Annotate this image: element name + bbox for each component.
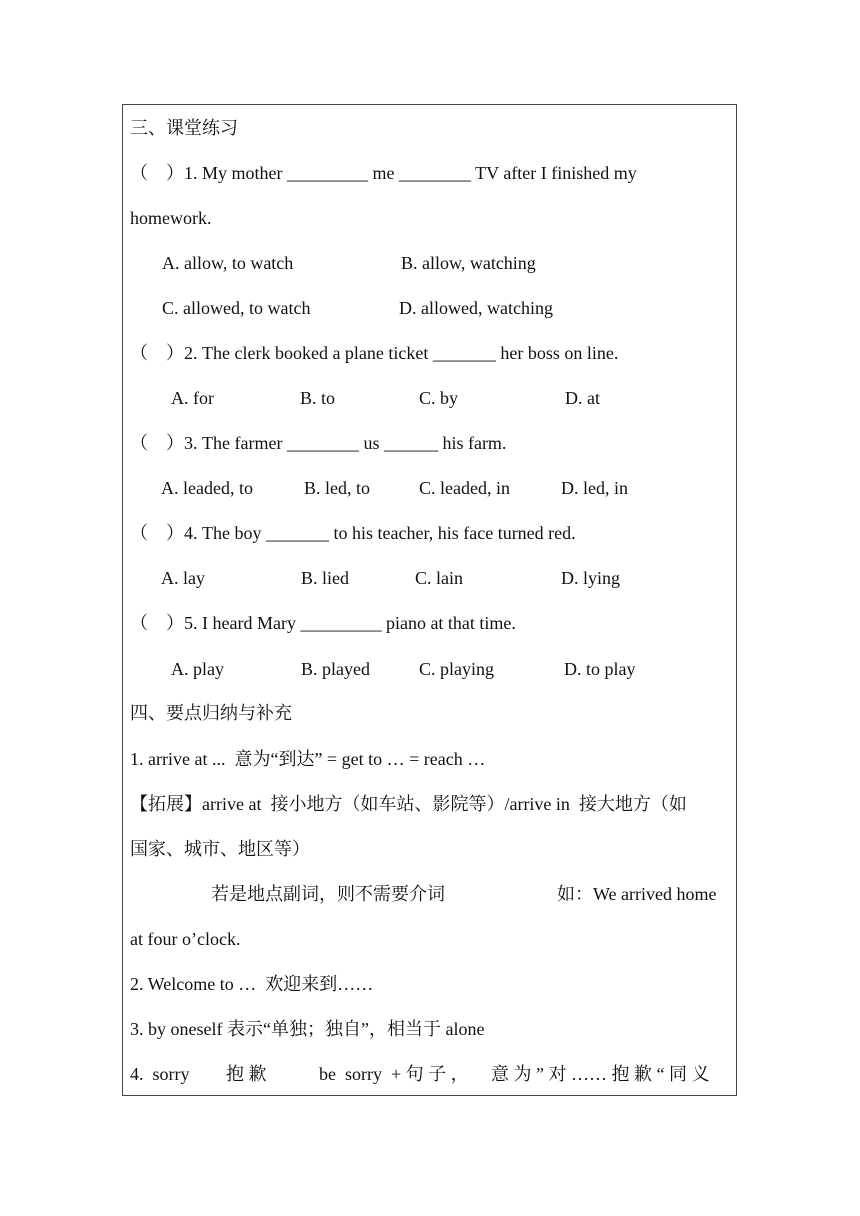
note-extension-cont: 国家、城市、地区等） (130, 839, 310, 859)
question-1-option-c: C. allowed, to watch (162, 298, 311, 318)
section-heading: 三、课堂练习 (130, 118, 238, 138)
question-5-option-c: C. playing (419, 659, 494, 679)
question-4-option-d: D. lying (561, 568, 621, 588)
question-4-option-c: C. lain (415, 568, 463, 588)
note-adverb-rule: 若是地点副词，则不需要介词 (211, 884, 445, 904)
question-3-option-a: A. leaded, to (161, 478, 253, 498)
section-heading: 四、要点归纳与补充 (130, 703, 292, 723)
question-2-option-b: B. to (300, 388, 336, 408)
question-5-option-b: B. played (301, 659, 370, 679)
note-sorry-number: 4. sorry (130, 1064, 190, 1084)
question-5-stem: （ ）5. I heard Mary _________ piano at that time. (130, 613, 516, 633)
question-2-option-c: C. by (419, 388, 459, 408)
note-by-oneself: 3. by oneself 表示“单独；独自”，相当于 alone (130, 1019, 485, 1039)
question-2-option-a: A. for (171, 388, 214, 408)
note-sorry-explanation: 意 为 ” 对 …… 抱 歉 “ 同 义 (491, 1064, 710, 1084)
question-3-option-d: D. led, in (561, 478, 628, 498)
question-1-stem: （ ）1. My mother _________ me ________ TV after I finished my (130, 163, 637, 183)
question-3-option-b: B. led, to (304, 478, 370, 498)
question-2-stem: （ ）2. The clerk booked a plane ticket _______ her boss on line. (130, 343, 619, 363)
question-5-option-a: A. play (171, 659, 224, 679)
question-3-stem: （ ）3. The farmer ________ us ______ his farm. (130, 433, 507, 453)
question-1-option-b: B. allow, watching (401, 253, 536, 273)
question-1-option-d: D. allowed, watching (399, 298, 553, 318)
question-4-option-a: A. lay (161, 568, 205, 588)
note-sorry-meaning: 抱 歉 (226, 1064, 267, 1084)
question-3-option-c: C. leaded, in (419, 478, 510, 498)
question-5-option-d: D. to play (564, 659, 636, 679)
note-adverb-example-cont: at four o’clock. (130, 929, 241, 949)
note-welcome: 2. Welcome to … 欢迎来到…… (130, 974, 374, 994)
question-4-option-b: B. lied (301, 568, 349, 588)
note-sorry-pattern: be sorry + 句 子 ， (319, 1064, 469, 1084)
note-extension: 【拓展】arrive at 接小地方（如车站、影院等）/arrive in 接大地方（如 (130, 794, 687, 814)
note-adverb-example: 如：We arrived home (557, 884, 717, 904)
note-arrive-at: 1. arrive at ... 意为“到达” = get to … = reach … (130, 749, 486, 769)
question-2-option-d: D. at (565, 388, 600, 408)
question-4-stem: （ ）4. The boy _______ to his teacher, his face turned red. (130, 523, 576, 543)
question-1-option-a: A. allow, to watch (162, 253, 294, 273)
question-1-stem-cont: homework. (130, 208, 212, 228)
